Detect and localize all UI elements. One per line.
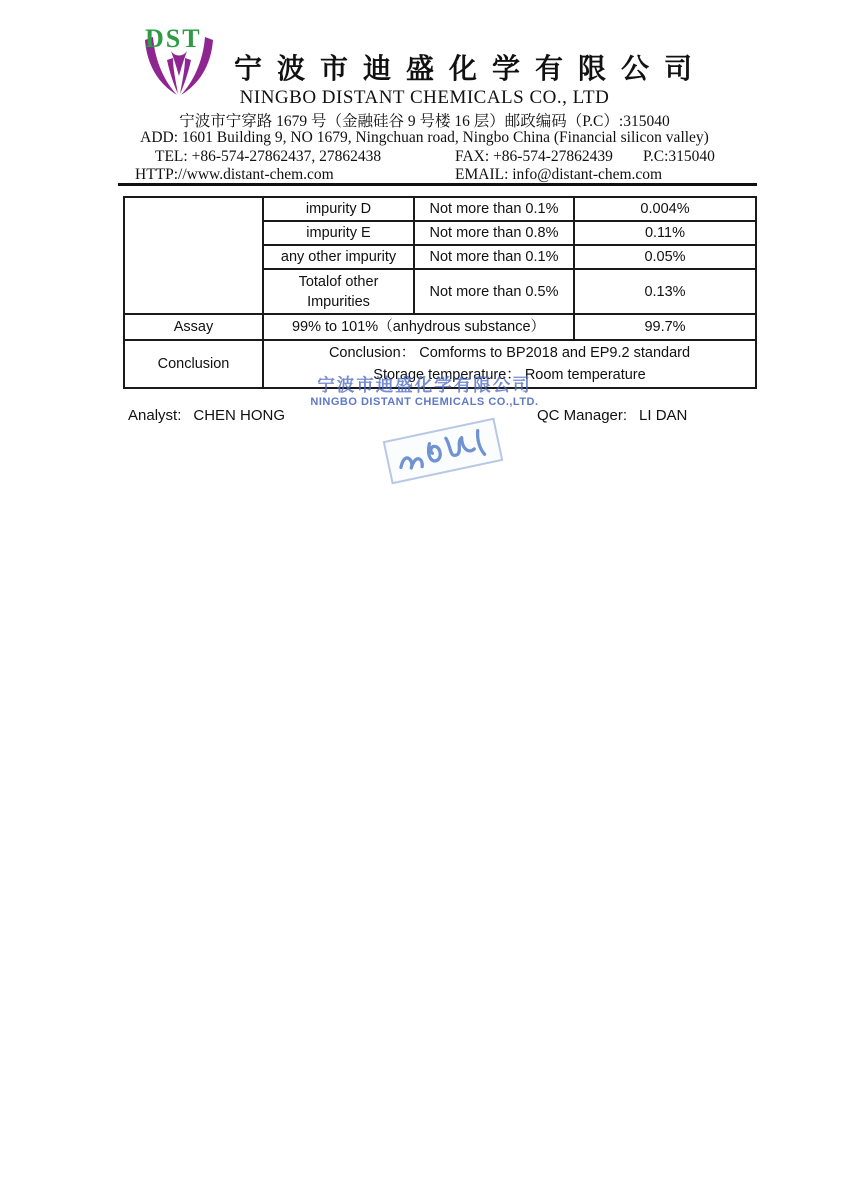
email-line: EMAIL: info@distant-chem.com [455, 166, 663, 183]
company-name-en: NINGBO DISTANT CHEMICALS CO., LTD [239, 87, 610, 108]
impurity-result-cell: 0.004% [574, 197, 756, 221]
fax-line: FAX: +86-574-27862439 [455, 148, 613, 165]
analyst-name: CHEN HONG [193, 407, 286, 424]
impurity-name-cell: impurity D [263, 197, 414, 221]
qc-manager-label: QC Manager: [537, 407, 628, 424]
impurity-spec-cell: Not more than 0.5% [414, 269, 574, 314]
conclusion-line-2: Storage temperature： Room temperature [373, 367, 646, 383]
impurity-name-cell: any other impurity [263, 245, 414, 269]
impurity-spec-cell: Not more than 0.1% [414, 245, 574, 269]
assay-result-cell: 99.7% [574, 314, 756, 340]
conclusion-label-cell: Conclusion [124, 340, 263, 388]
assay-label-cell: Assay [124, 314, 263, 340]
impurity-spec-cell: Not more than 0.8% [414, 221, 574, 245]
qc-manager-name: LI DAN [639, 407, 688, 424]
website-line: HTTP://www.distant-chem.com [135, 166, 334, 183]
signature-stamp [383, 418, 504, 485]
logo-text: DST [145, 24, 202, 53]
analyst-label: Analyst: [128, 407, 182, 424]
analysis-results-table [123, 196, 757, 389]
header-divider [118, 183, 757, 186]
impurity-result-cell: 0.11% [574, 221, 756, 245]
table-row [124, 197, 756, 221]
conclusion-text-cell [263, 340, 756, 388]
assay-spec-cell: 99% to 101%（anhydrous substance） [263, 314, 574, 340]
qc-manager-line [537, 407, 687, 424]
signature-handwriting [385, 420, 501, 482]
impurity-name-cell: Totalof other Impurities [263, 269, 414, 314]
merged-empty-cell [124, 197, 263, 314]
impurity-result-cell: 0.13% [574, 269, 756, 314]
company-name-zh: 宁波市迪盛化学有限公司 [234, 54, 708, 85]
address-zh: 宁波市宁穿路 1679 号（金融硅谷 9 号楼 16 层）邮政编码（P.C）:315040 [179, 113, 670, 130]
impurity-spec-cell: Not more than 0.1% [414, 197, 574, 221]
tel-line: TEL: +86-574-27862437, 27862438 [155, 148, 382, 165]
table-row-assay [124, 314, 756, 340]
watermark-zh: 宁波市迪盛化学有限公司 [317, 375, 532, 395]
address-en: ADD: 1601 Building 9, NO 1679, Ningchuan road, Ningbo China (Financial silicon valley) [140, 129, 709, 146]
impurity-result-cell: 0.05% [574, 245, 756, 269]
conclusion-line-1: Conclusion： Comforms to BP2018 and EP9.2 standard [328, 345, 691, 361]
impurity-name-cell: impurity E [263, 221, 414, 245]
postcode: P.C:315040 [643, 148, 715, 165]
analyst-line [128, 407, 285, 424]
table-row-conclusion [124, 340, 756, 388]
watermark-en: NINGBO DISTANT CHEMICALS CO.,LTD. [310, 396, 539, 408]
